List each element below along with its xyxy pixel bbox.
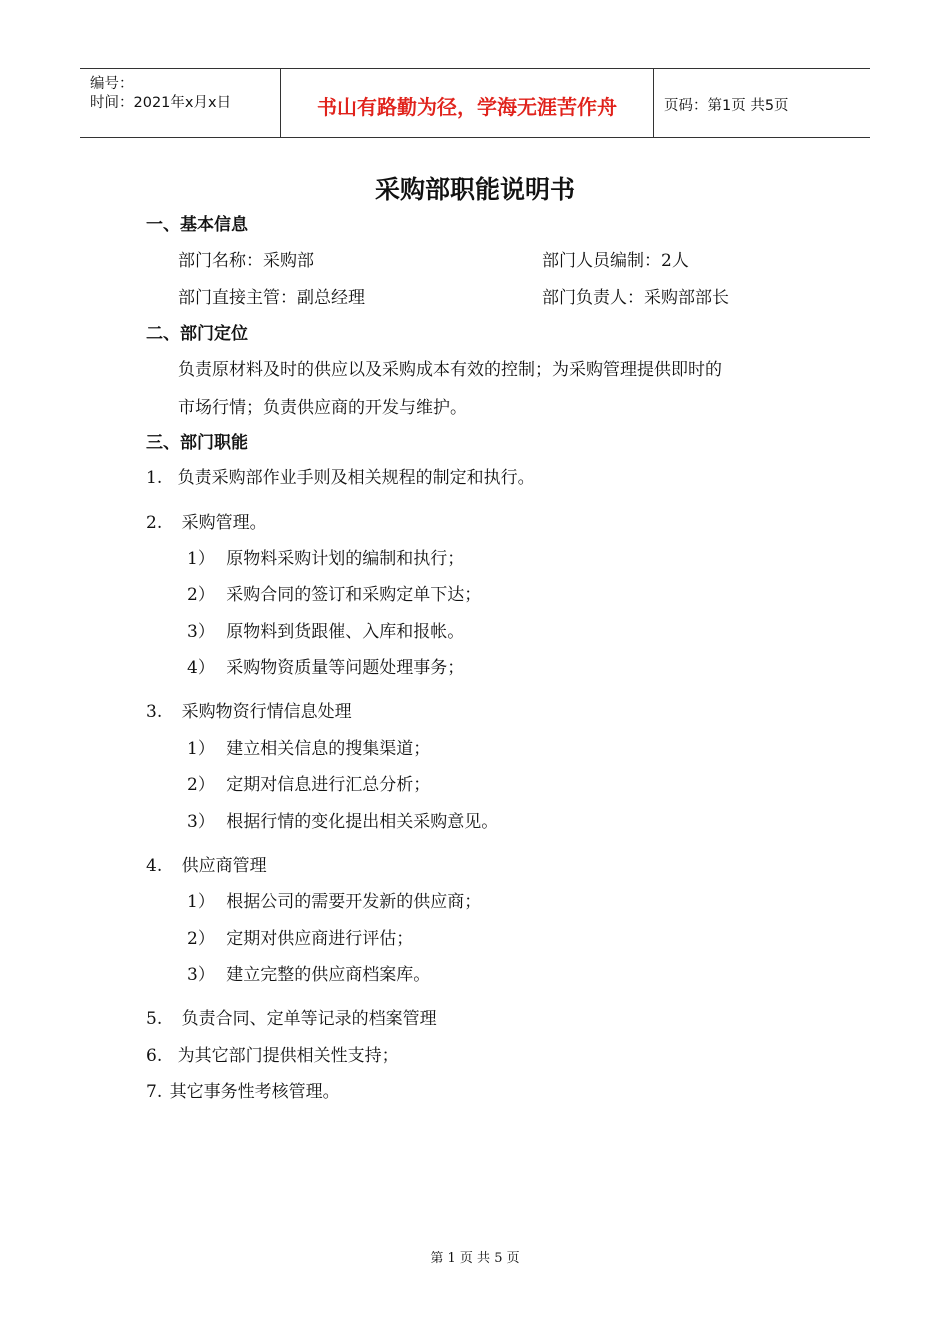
header-meta-cell [80,69,281,137]
sub-item-text: 采购合同的签订和采购定单下达； [226,585,482,605]
list-item-text: 为其它部门提供相关性支持； [177,1046,399,1066]
list-item-4 [146,851,267,876]
sub-item-number: 3） [187,965,215,985]
sub-item-number: 3） [187,812,215,832]
list-item-7 [146,1077,340,1102]
section-heading-functions: 三、部门职能 [146,433,248,453]
sub-item [187,617,464,642]
sub-item-text: 原物料到货跟催、入库和报帐。 [226,622,465,642]
list-item-text: 采购管理。 [181,513,267,533]
sub-item-text: 根据公司的需要开发新的供应商； [226,892,482,912]
list-item-number: 5. [146,1009,163,1029]
list-item-text: 采购物资行情信息处理 [181,702,352,722]
list-item-number: 7. [146,1082,163,1102]
sub-item-text: 建立完整的供应商档案库。 [226,965,431,985]
list-item-text: 其它事务性考核管理。 [169,1082,340,1102]
sub-item-number: 1） [187,549,215,569]
section-heading-positioning: 二、部门定位 [146,324,248,344]
dept-staffing: 部门人员编制：2人 [542,251,689,271]
sub-item [187,924,413,949]
doc-number: 编号： [90,76,134,92]
positioning-line-1: 负责原材料及时的供应以及采购成本有效的控制；为采购管理提供即时的 [178,360,722,380]
doc-time: 时间：2021年x月x日 [90,95,232,111]
sub-item-number: 3） [187,622,215,642]
list-item-number: 6. [146,1046,163,1066]
dept-head: 部门负责人：采购部部长 [542,288,729,308]
list-item-text: 供应商管理 [181,856,267,876]
list-item-2 [146,508,267,533]
motto: 书山有路勤为径，学海无涯苦作舟 [317,95,617,119]
page-title: 采购部职能说明书 [374,175,575,204]
sub-item-number: 2） [187,585,215,605]
sub-item-number: 1） [187,739,215,759]
list-item-3 [146,697,352,722]
sub-item [187,807,498,832]
sub-item [187,653,464,678]
list-item-number: 3. [146,702,163,722]
header-page-info: 页码：第1页 共5页 [664,98,789,114]
sub-item-text: 定期对供应商进行评估； [226,929,414,949]
positioning-line-2: 市场行情；负责供应商的开发与维护。 [178,398,467,418]
page-header [80,68,870,138]
sub-item-text: 原物料采购计划的编制和执行； [226,549,465,569]
sub-item-number: 2） [187,929,215,949]
sub-item [187,544,464,569]
sub-item [187,580,481,605]
list-item-number: 1. [146,468,163,488]
sub-item [187,887,481,912]
sub-item-number: 1） [187,892,215,912]
dept-supervisor: 部门直接主管：副总经理 [178,288,365,308]
sub-item-text: 根据行情的变化提出相关采购意见。 [226,812,499,832]
list-item-number: 4. [146,856,163,876]
list-item-5 [146,1004,437,1029]
sub-item-text: 定期对信息进行汇总分析； [226,775,431,795]
sub-item [187,960,430,985]
sub-item [187,734,430,759]
section-heading-basic-info: 一、基本信息 [146,215,248,235]
sub-item-number: 4） [187,658,215,678]
list-item-text: 负责采购部作业手则及相关规程的制定和执行。 [177,468,535,488]
page-footer: 第 1 页 共 5 页 [430,1251,520,1266]
list-item-1 [146,463,535,488]
sub-item-text: 建立相关信息的搜集渠道； [226,739,431,759]
list-item-6 [146,1041,399,1066]
list-item-number: 2. [146,513,163,533]
header-motto-cell [281,69,654,137]
sub-item-text: 采购物资质量等问题处理事务； [226,658,465,678]
sub-item [187,770,430,795]
sub-item-number: 2） [187,775,215,795]
dept-name: 部门名称：采购部 [178,251,314,271]
list-item-text: 负责合同、定单等记录的档案管理 [181,1009,437,1029]
